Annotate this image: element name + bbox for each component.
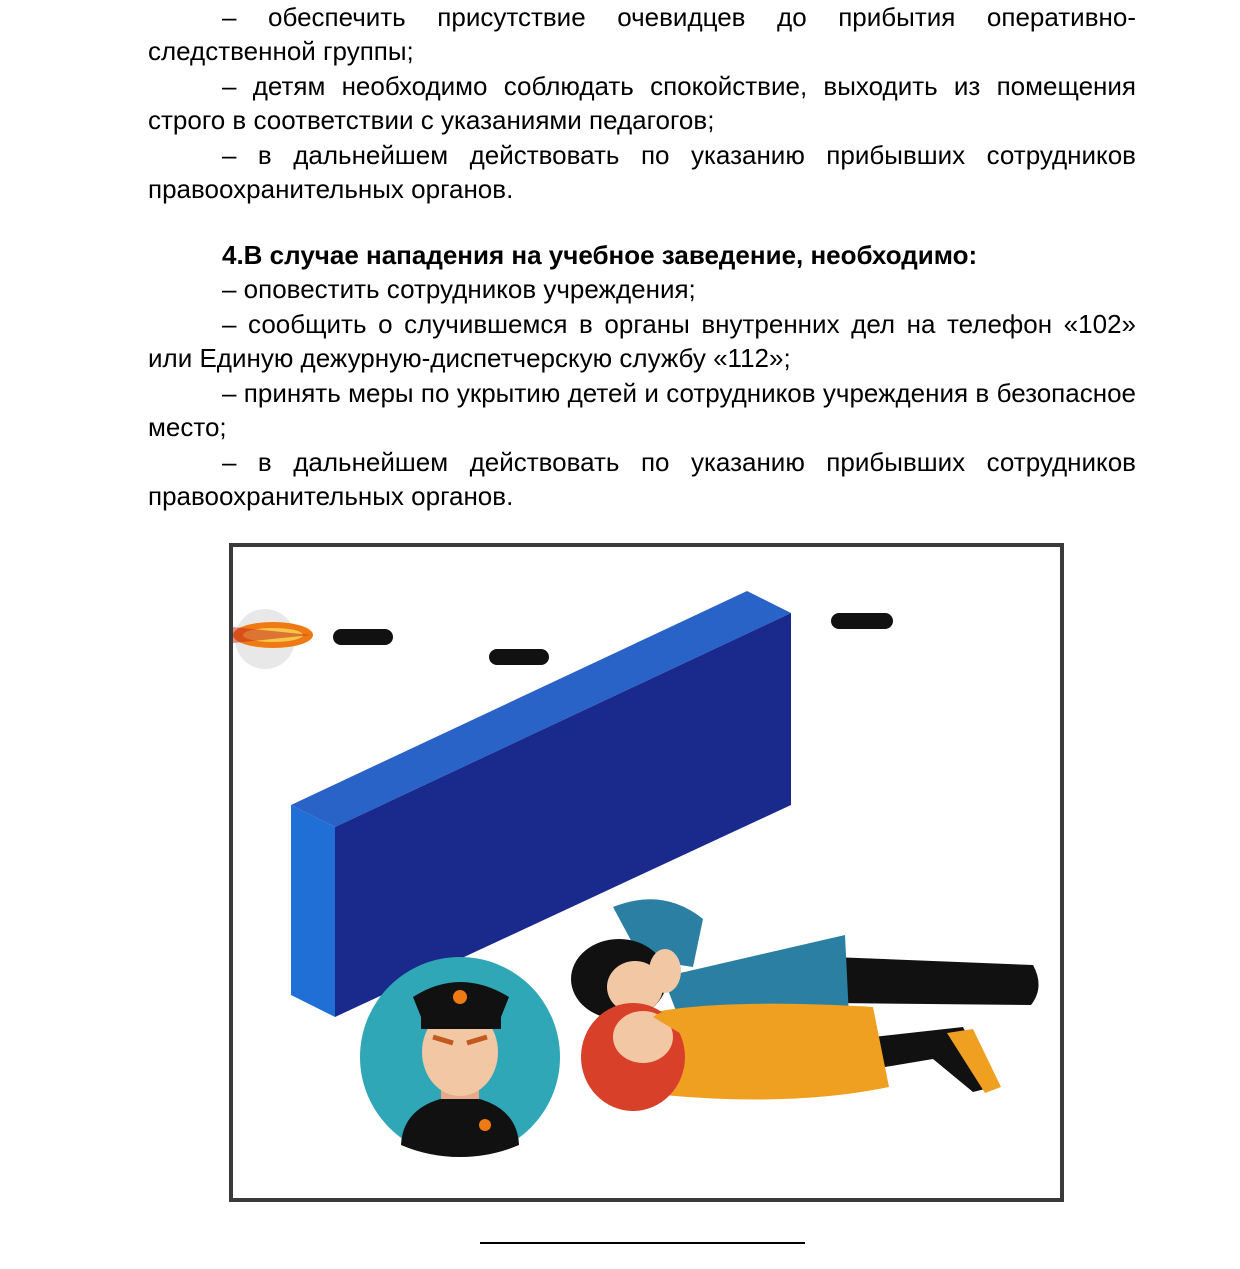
section-heading: 4.В случае нападения на учебное заведение, необходимо: [222, 240, 978, 270]
footnote-separator [480, 1242, 805, 1244]
illustration-frame [229, 543, 1064, 1202]
bullet [489, 649, 549, 665]
child-lying [581, 1003, 1001, 1111]
section-3-list [148, 0, 1136, 206]
section-4 [148, 238, 1136, 513]
gunshot-flash [233, 609, 313, 669]
list-item: – сообщить о случившемся в органы внутренних дел на телефон «102» или Единую дежурную-диспетчерскую службу «112»; [148, 309, 1136, 373]
list-item: – оповестить сотрудников учреждения; [222, 274, 696, 304]
bullet [333, 629, 393, 645]
list-item: – в дальнейшем действовать по указанию прибывших сотрудников правоохранительных органов. [148, 140, 1136, 204]
police-officer-icon [360, 957, 560, 1157]
list-item: – детям необходимо соблюдать спокойствие, выходить из помещения строго в соответствии с указаниями педагогов; [148, 71, 1136, 135]
bullet [831, 613, 893, 629]
list-item: – принять меры по укрытию детей и сотрудников учреждения в безопасное место; [148, 378, 1136, 442]
attack-shelter-illustration [233, 547, 1060, 1198]
list-item: – в дальнейшем действовать по указанию прибывших сотрудников правоохранительных органов. [148, 447, 1136, 511]
list-item: – обеспечить присутствие очевидцев до прибытия оперативно-следственной группы; [148, 2, 1136, 66]
